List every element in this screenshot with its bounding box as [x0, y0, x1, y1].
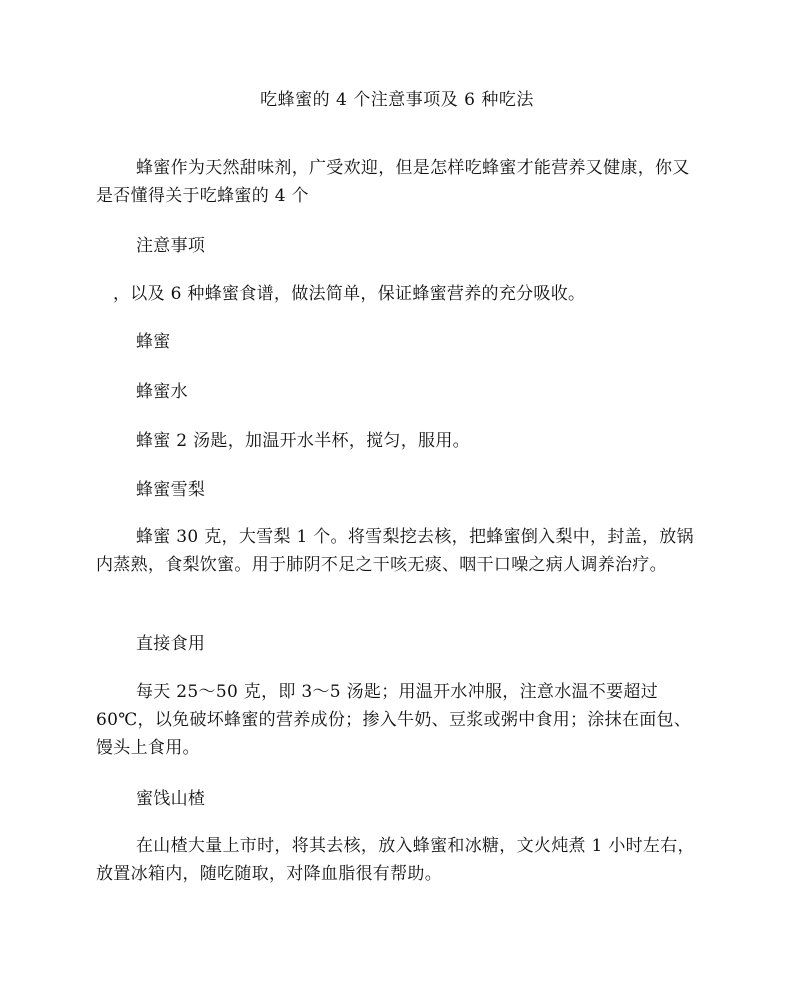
recipe-body-honey-pear: 蜂蜜 30 克，大雪梨 1 个。将雪梨挖去核，把蜂蜜倒入梨中，封盖，放锅内蒸熟，食梨饮蜜。用于肺阴不足之干咳无痰、咽干口噪之病人调养治疗。	[96, 527, 694, 575]
recipe-body-candied-hawthorn: 在山楂大量上市时，将其去核，放入蜂蜜和冰糖，文火炖煮 1 小时左右，放置冰箱内，随吃随取，对降血脂很有帮助。	[96, 836, 695, 884]
recipe-title-direct-eating: 直接食用	[136, 634, 206, 654]
recipe-body-honey-water: 蜂蜜 2 汤匙，加温开水半杯，搅匀，服用。	[136, 431, 470, 451]
intro-paragraph: 蜂蜜作为天然甜味剂，广受欢迎，但是怎样吃蜂蜜才能营养又健康，你又是否懂得关于吃蜂蜜的 4 个	[96, 158, 690, 206]
section-heading-honey: 蜂蜜	[136, 332, 171, 352]
intro-continuation: ，以及 6 种蜂蜜食谱，做法简单，保证蜂蜜营养的充分吸收。	[113, 284, 586, 304]
recipe-title-honey-pear: 蜂蜜雪梨	[136, 480, 206, 500]
recipe-title-candied-hawthorn: 蜜饯山楂	[136, 789, 206, 809]
section-heading-notes: 注意事项	[136, 236, 206, 256]
document-title: 吃蜂蜜的 4 个注意事项及 6 种吃法	[260, 90, 534, 110]
recipe-body-direct-eating: 每天 25～50 克，即 3～5 汤匙；用温开水冲服，注意水温不要超过 60℃，以免破坏蜂蜜的营养成份；掺入牛奶、豆浆或粥中食用；涂抹在面包、馒头上食用。	[96, 682, 692, 758]
recipe-title-honey-water: 蜂蜜水	[136, 382, 188, 402]
